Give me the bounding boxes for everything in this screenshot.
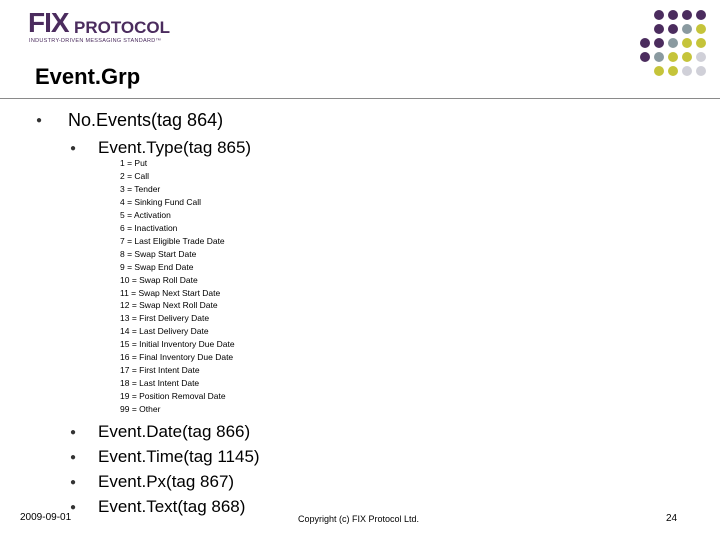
bullet-icon: ● xyxy=(36,115,43,126)
bullet-event-text: Event.Text(tag 868) xyxy=(98,497,246,516)
event-type-value: 3 = Tender xyxy=(120,183,161,194)
decorative-dot xyxy=(682,52,692,62)
decorative-dot xyxy=(654,38,664,48)
decorative-dot xyxy=(654,24,664,34)
event-type-value: 2 = Call xyxy=(120,170,150,181)
decorative-dot xyxy=(640,52,650,62)
decorative-dot xyxy=(696,52,706,62)
event-type-values-list xyxy=(120,157,235,416)
event-type-value: 7 = Last Eligible Trade Date xyxy=(120,235,225,246)
decorative-dot xyxy=(696,66,706,76)
page-number: 24 xyxy=(666,513,678,524)
decorative-dot xyxy=(668,66,678,76)
bullet-icon: ● xyxy=(70,143,77,154)
bullet-icon: ● xyxy=(70,427,77,438)
event-type-value: 11 = Swap Next Start Date xyxy=(120,287,221,298)
logo-protocol-text: PROTOCOL xyxy=(74,18,171,37)
decorative-dot xyxy=(682,24,692,34)
decorative-dot xyxy=(696,24,706,34)
bullet-event-px: Event.Px(tag 867) xyxy=(98,472,235,491)
event-type-value: 15 = Initial Inventory Due Date xyxy=(120,339,235,350)
event-type-value: 13 = First Delivery Date xyxy=(120,313,210,324)
event-type-value: 14 = Last Delivery Date xyxy=(120,326,209,337)
event-type-value: 19 = Position Removal Date xyxy=(120,391,226,402)
event-type-value: 12 = Swap Next Roll Date xyxy=(120,300,218,311)
footer-copyright: Copyright (c) FIX Protocol Ltd. xyxy=(298,514,420,524)
decorative-dot xyxy=(668,52,678,62)
decorative-dot xyxy=(682,66,692,76)
logo-fix-text: FIX xyxy=(28,7,69,38)
bullet-icon: ● xyxy=(70,502,77,513)
event-type-value: 17 = First Intent Date xyxy=(120,365,200,376)
footer-date: 2009-09-01 xyxy=(20,512,72,523)
decorative-dot xyxy=(640,38,650,48)
slide-title: Event.Grp xyxy=(35,64,141,89)
decorative-dot xyxy=(682,10,692,20)
decorative-dot xyxy=(654,66,664,76)
event-type-value: 18 = Last Intent Date xyxy=(120,378,200,389)
bullet-event-type: Event.Type(tag 865) xyxy=(98,138,252,157)
event-type-value: 6 = Inactivation xyxy=(120,222,178,233)
logo-tagline: INDUSTRY-DRIVEN MESSAGING STANDARD™ xyxy=(29,38,162,44)
decorative-dot xyxy=(654,52,664,62)
decorative-dot xyxy=(654,10,664,20)
bullet-event-date: Event.Date(tag 866) xyxy=(98,422,251,441)
decorative-dot xyxy=(668,10,678,20)
event-type-value: 16 = Final Inventory Due Date xyxy=(120,352,234,363)
bullet-icon: ● xyxy=(70,477,77,488)
decorative-dot xyxy=(696,10,706,20)
fix-protocol-logo xyxy=(28,8,178,44)
bullet-icon: ● xyxy=(70,452,77,463)
event-type-value: 4 = Sinking Fund Call xyxy=(120,196,202,207)
bullet-event-time: Event.Time(tag 1145) xyxy=(98,447,260,466)
decorative-dot xyxy=(668,38,678,48)
event-type-value: 9 = Swap End Date xyxy=(120,261,194,272)
header-divider xyxy=(0,98,720,99)
event-type-value: 99 = Other xyxy=(120,404,161,415)
event-type-value: 1 = Put xyxy=(120,158,148,168)
event-type-value: 10 = Swap Roll Date xyxy=(120,274,198,285)
event-type-value: 8 = Swap Start Date xyxy=(120,248,197,259)
decorative-dot xyxy=(682,38,692,48)
decorative-dot xyxy=(668,24,678,34)
event-type-value: 5 = Activation xyxy=(120,209,171,220)
decorative-dot xyxy=(696,38,706,48)
decorative-dot-grid xyxy=(640,10,712,82)
bullet-no-events: No.Events(tag 864) xyxy=(68,110,224,130)
